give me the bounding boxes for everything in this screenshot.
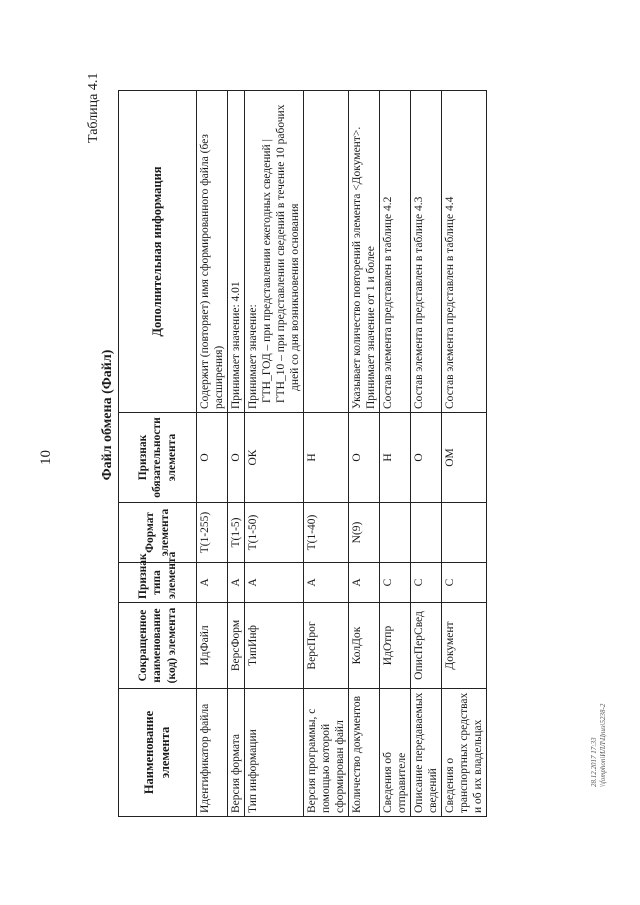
element-name-cell: Описание передаваемых сведений (411, 689, 442, 817)
element-required-cell: О (197, 413, 228, 503)
element-required-cell: О (228, 413, 245, 503)
element-required-cell: О (349, 413, 380, 503)
info-line: Принимает значение: 4.01 (230, 281, 243, 409)
element-name-cell: Версия программы, с помощью которой сформирован файл (304, 689, 349, 817)
element-info-cell (411, 91, 442, 413)
element-name-cell: Идентификатор файла (197, 689, 228, 817)
table-body (197, 91, 487, 817)
column-header: Признак обязательности элемента (119, 413, 197, 503)
info-line: Состав элемента представлен в таблице 4.3 (413, 196, 426, 409)
column-header: Признак типа элемента (119, 563, 197, 603)
column-header: Формат элемента (119, 503, 197, 563)
info-line: Состав элемента представлен в таблице 4.2 (382, 196, 395, 409)
element-required-cell: Н (304, 413, 349, 503)
element-format-cell (411, 503, 442, 563)
element-format-cell: Т(1-5) (228, 503, 245, 563)
column-header: Сокращенное наименование (код) элемента (119, 603, 197, 689)
element-name-cell: Количество документов (349, 689, 380, 817)
table-label: Таблица 4.1 (86, 72, 101, 143)
table-row (228, 91, 245, 817)
element-type-cell: С (442, 563, 487, 603)
element-info-cell (349, 91, 380, 413)
element-format-cell (442, 503, 487, 563)
info-line: Принимает значение от 1 и более (365, 246, 378, 409)
table-header-row (119, 91, 197, 817)
element-code-cell: ОписПерСвед (411, 603, 442, 689)
element-type-cell: С (411, 563, 442, 603)
element-required-cell: ОК (245, 413, 304, 503)
element-name-cell: Версия формата (228, 689, 245, 817)
element-format-cell: N(9) (349, 503, 380, 563)
stamp-line: \\fomphon\ИЛЛ\Цпиз\5238-2 (598, 703, 607, 787)
element-type-cell: А (349, 563, 380, 603)
element-info-cell (380, 91, 411, 413)
stamp-line: 28.12.2017 17:33 (590, 737, 598, 787)
element-code-cell: ТипИнф (245, 603, 304, 689)
element-code-cell: Документ (442, 603, 487, 689)
info-line: ГТН_ГОД – при представлении ежегодных сведений | (261, 139, 274, 403)
element-type-cell: С (380, 563, 411, 603)
element-type-cell: А (228, 563, 245, 603)
page-number: 10 (38, 450, 54, 465)
element-type-cell: А (304, 563, 349, 603)
element-name-cell: Сведения о транспортных средствах и об их владельцах (442, 689, 487, 817)
element-type-cell: А (197, 563, 228, 603)
element-format-cell: Т(1-40) (304, 503, 349, 563)
element-code-cell: ВерсФорм (228, 603, 245, 689)
element-code-cell: ИдФайл (197, 603, 228, 689)
element-info-cell (197, 91, 228, 413)
element-type-cell: А (245, 563, 304, 603)
element-format-cell: Т(1-255) (197, 503, 228, 563)
info-line: ГТН_10 – при представлении сведений в течение 10 рабочих дней со дня возникновения основания (275, 104, 302, 403)
info-line: Содержит (повторяет) имя сформированного файла (без расширения) (199, 134, 226, 409)
element-code-cell: ИдОтпр (380, 603, 411, 689)
table-row (442, 91, 487, 817)
column-header: Наименование элемента (119, 689, 197, 817)
element-format-cell: Т(1-50) (245, 503, 304, 563)
info-line: Состав элемента представлен в таблице 4.4 (444, 196, 457, 409)
column-header: Дополнительная информация (119, 91, 197, 413)
table-row (349, 91, 380, 817)
table-row (304, 91, 349, 817)
element-info-cell (304, 91, 349, 413)
element-name-cell: Тип информации (245, 689, 304, 817)
element-info-cell (228, 91, 245, 413)
element-name-cell: Сведения об отправителе (380, 689, 411, 817)
element-info-cell (245, 91, 304, 413)
element-required-cell: Н (380, 413, 411, 503)
element-required-cell: ОМ (442, 413, 487, 503)
table-title: Файл обмена (Файл) (100, 349, 115, 481)
info-line: Указывает количество повторений элемента <Документ>. (351, 126, 364, 409)
element-info-cell (442, 91, 487, 413)
info-line: Принимает значение: (247, 304, 260, 409)
element-format-cell (380, 503, 411, 563)
table-row (245, 91, 304, 817)
exchange-file-table (118, 90, 487, 817)
element-code-cell: КолДок (349, 603, 380, 689)
element-code-cell: ВерсПрог (304, 603, 349, 689)
table-row (380, 91, 411, 817)
table-row (197, 91, 228, 817)
table-row (411, 91, 442, 817)
element-required-cell: О (411, 413, 442, 503)
file-stamp (590, 704, 608, 787)
